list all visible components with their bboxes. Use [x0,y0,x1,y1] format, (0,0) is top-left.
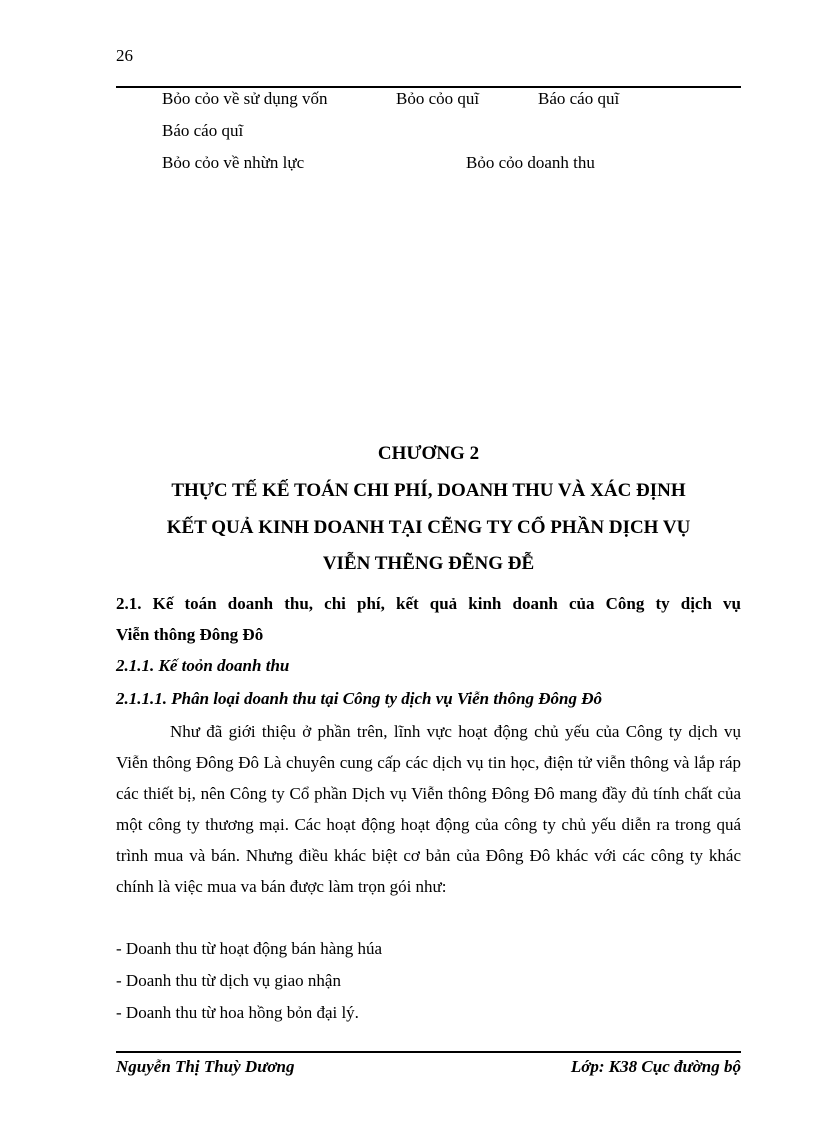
subsection-heading: 2.1.1. Kế toỏn doanh thu [116,656,290,675]
section-heading-line-2: Viễn thông Đông Đô [116,625,264,644]
sub-subsection-heading: 2.1.1.1. Phân loại doanh thu tại Công ty dịch vụ Viễn thông Đông Đô [116,689,603,708]
report-revenue: Bỏo cỏo doanh thu [466,153,595,172]
page-number: 26 [116,46,133,65]
chapter-title-line-1: THỰC TẾ KẾ TOÁN CHI PHÍ, DOANH THU VÀ XÁC ĐỊNH [171,480,686,501]
footer-rule [116,1051,741,1053]
section-heading-line-1: 2.1. Kế toán doanh thu, chi phí, kết quả kinh doanh của Công ty dịch vụ [116,594,741,613]
revenue-bullet-commission: - Doanh thu từ hoa hồng bỏn đại lý. [116,1003,359,1022]
header-rule [116,86,741,88]
body-paragraph: Như đã giới thiệu ở phần trên, lĩnh vực hoạt động chủ yếu của Công ty dịch vụ Viễn thông Đông Đô Là chuyên cung cấp các dịch vụ tin học, điện tử viễn thông và lắp ráp các thiết bị, nên Công ty Cổ phần Dịch vụ Viễn thông Đông Đô mang đầy đủ tính chất của một công ty thương mại. Các hoạt động hoạt động của công ty chủ yếu diễn ra trong quá trình mua và bán. Nhưng điều khác biệt cơ bản của Đông Đô khác với các công ty khác chính là việc mua va bán được làm trọn gói như: [116,722,741,896]
chapter-title-line-3: VIỄN THẼNG ĐẼNG ĐỄ [322,553,535,574]
report-fund-1: Bỏo cỏo quĩ [396,89,480,108]
footer-author: Nguyễn Thị Thuỳ Dương [116,1057,295,1076]
chapter-number: CHƯƠNG 2 [377,443,480,464]
report-capital-usage: Bỏo cỏo về sử dụng vốn [162,89,328,108]
revenue-bullet-sales: - Doanh thu từ hoạt động bán hàng húa [116,939,383,958]
revenue-bullet-delivery: - Doanh thu từ dịch vụ giao nhận [116,971,341,990]
footer-class: Lớp: K38 Cục đường bộ [570,1057,741,1076]
report-fund-3: Báo cáo quĩ [162,121,244,140]
report-fund-2: Báo cáo quĩ [538,89,620,108]
report-human-resources: Bỏo cỏo về nhừn lực [162,153,305,172]
chapter-title-line-2: KẾT QUẢ KINH DOANH TẠI CẼNG TY CỔ PHẦN DỊCH VỤ [166,517,691,538]
